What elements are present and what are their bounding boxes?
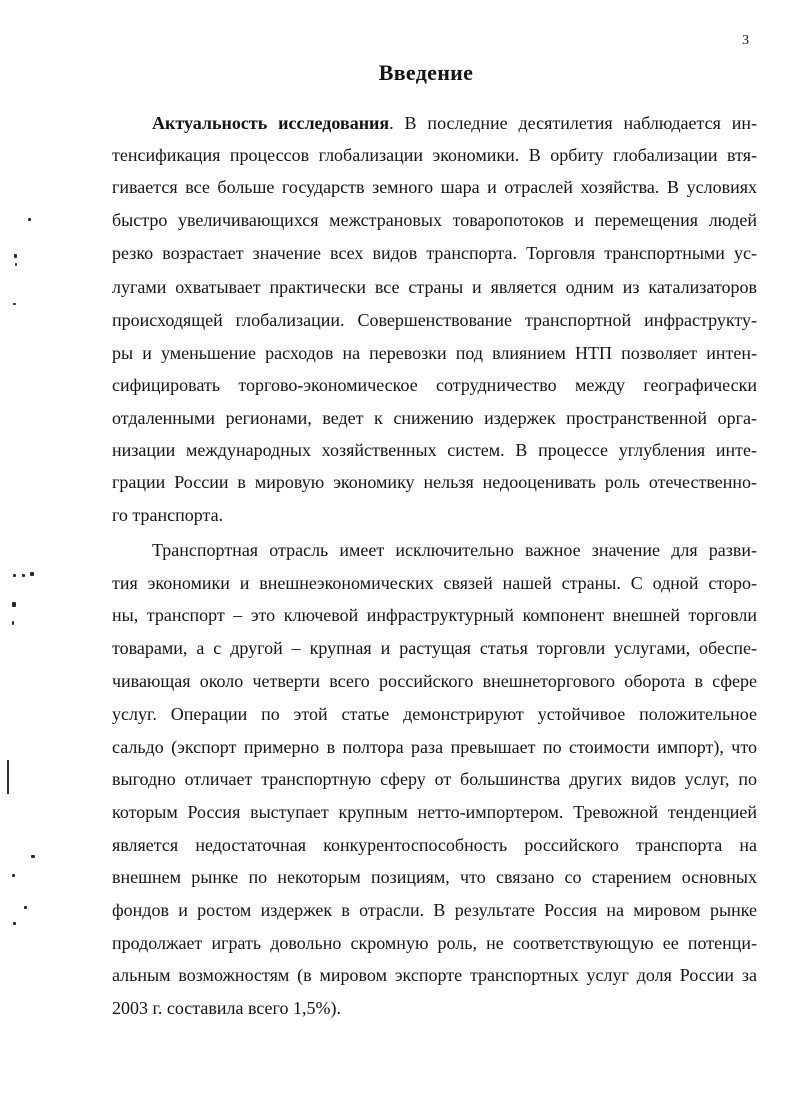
scan-speck — [13, 303, 16, 305]
text-line: гивается все больше государств земного шара и отраслей хозяйства. В условиях — [112, 177, 757, 197]
text-line: внешнем рынке по некоторым позициям, что связано со старением основных — [112, 867, 757, 887]
text-line: низации международных хозяйственных систем. В процессе углубления инте- — [112, 440, 757, 460]
text-line: которым Россия выступает крупным нетто-импортером. Тревожной тенденцией — [112, 802, 757, 822]
text-line: грации России в мировую экономику нельзя недооценивать роль отечественно- — [112, 472, 757, 492]
text-line: выгодно отличает транспортную сферу от большинства других видов услуг, по — [112, 769, 757, 789]
text-line: ны, транспорт – это ключевой инфраструктурный компонент внешней торговли — [112, 605, 757, 625]
text-line: ры и уменьшение расходов на перевозки под влиянием НТП позволяет интен- — [112, 343, 757, 363]
text-line: фондов и ростом издержек в отрасли. В результате Россия на мировом рынке — [112, 900, 757, 920]
scan-speck — [22, 574, 25, 577]
scan-bar — [7, 760, 9, 794]
text-line: го транспорта. — [112, 505, 224, 525]
scan-speck — [28, 218, 31, 221]
scan-speck — [14, 254, 17, 258]
scan-speck — [15, 263, 17, 266]
scan-speck — [13, 922, 16, 925]
scan-speck — [12, 602, 16, 607]
scan-speck — [12, 621, 14, 625]
text-line: услуг. Операции по этой статье демонстрируют устойчивое положительное — [112, 704, 757, 724]
text-line: отдаленными регионами, ведет к снижению издержек пространственной орга- — [112, 408, 757, 428]
text-line: сифицировать торгово-экономическое сотрудничество между географически — [112, 375, 757, 395]
text-line: альным возможностям (в мировом экспорте транспортных услуг доля России за — [112, 965, 757, 985]
text-line: чивающая около четверти всего российского внешнеторгового оборота в сфере — [112, 671, 757, 691]
text-line: 2003 г. составила всего 1,5%). — [112, 998, 341, 1018]
text-line: быстро увеличивающихся межстрановых товаропотоков и перемещения людей — [112, 210, 757, 230]
bold-lead: Актуальность исследования — [152, 113, 390, 133]
text-line: тия экономики и внешнеэкономических связей нашей страны. С одной сторо- — [112, 573, 757, 593]
page-title: Введение — [378, 60, 474, 85]
scan-speck — [12, 874, 15, 877]
text-line: лугами охватывает практически все страны и является одним из катализаторов — [112, 277, 757, 297]
scan-speck — [13, 574, 16, 577]
text-line: резко возрастает значение всех видов транспорта. Торговля транспортными ус- — [112, 243, 757, 263]
text-line: Транспортная отрасль имеет исключительно важное значение для разви- — [152, 540, 757, 560]
page-number: 3 — [742, 33, 749, 48]
scan-speck — [30, 572, 34, 576]
text-line: является недостаточная конкурентоспособность российского транспорта на — [112, 835, 757, 855]
text-line: продолжает играть довольно скромную роль, не соответствующую ее потенци- — [112, 933, 757, 953]
text-line: тенсификация процессов глобализации экономики. В орбиту глобализации втя- — [112, 145, 757, 165]
text-line: товарами, а с другой – крупная и растущая статья торговли услугами, обеспе- — [112, 638, 757, 658]
text-line: происходящей глобализации. Совершенствование транспортной инфраструкту- — [112, 310, 757, 330]
text-line: сальдо (экспорт примерно в полтора раза превышает по стоимости импорт), что — [112, 737, 757, 757]
text-line: Актуальность исследования. В последние десятилетия наблюдается ин- — [152, 113, 757, 133]
scan-speck — [24, 906, 27, 909]
scan-speck — [31, 855, 35, 858]
